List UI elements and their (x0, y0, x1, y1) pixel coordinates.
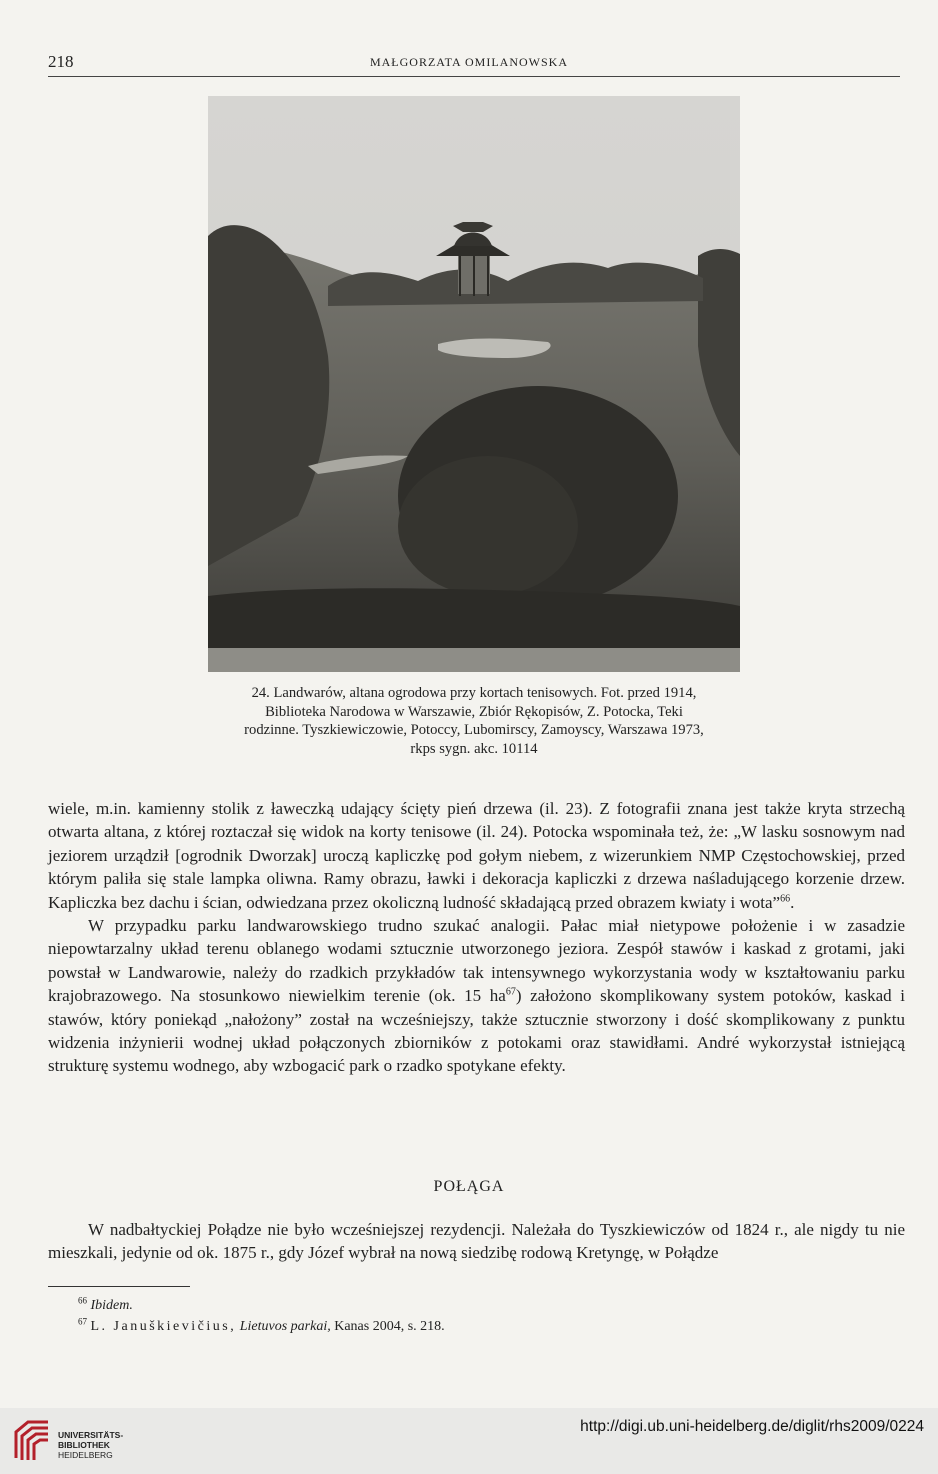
library-name (58, 1430, 123, 1460)
caption-line: 24. Landwarów, altana ogrodowa przy kortach tenisowych. Fot. przed 1914, (251, 685, 697, 701)
paragraph-text: wiele, m.in. kamienny stolik z ławeczką udający ścięty pień drzewa (il. 23). Z fotografii znana jest także kryta strzechą otwarta altana, z której roztaczał się widok na korty tenisowe (il. 24). Potocka wspominała też, że: „W lasku sosnowym nad jeziorem urządził [ogrodnik Dworzak] uroczą kapliczkę pod gołym niebem, z wizerunkiem NMP Częstochowskiej, przed którym paliła się stale lampka oliwna. Ramy obrazu, ławki i dekoracja kapliczki z drzewa naśladującego korzenie drzew. Kapliczka bez dachu i ścian, odwiedzana przez okoliczną ludność składającą przed obrazem kwiaty i wota” (48, 799, 905, 912)
body-text-block (48, 1218, 905, 1265)
body-text-block (48, 797, 905, 1078)
paragraph (48, 797, 905, 914)
footnote-title: Lietuvos parkai, (239, 1319, 331, 1334)
header-rule (48, 76, 900, 77)
paragraph (48, 914, 905, 1078)
paragraph-end: . (790, 892, 795, 912)
library-name-line: BIBLIOTHEK (58, 1440, 110, 1450)
footnote-number: 67 (78, 1316, 87, 1327)
page-number: 218 (48, 52, 74, 71)
paragraph: W nadbałtyckiej Połądze nie było wcześniejszej rezydencji. Należała do Tyszkiewiczów od 1824 r., ale nigdy tu nie mieszkali, jedynie od ok. 1875 r., gdy Józef wybrał na nową siedzibę rodową Kretyngę, w Połądze (48, 1220, 905, 1263)
footnote-rule (48, 1286, 190, 1287)
figure-caption (200, 684, 748, 758)
footnote (78, 1295, 133, 1314)
library-footer (0, 1408, 938, 1474)
footnote-text: Ibidem. (90, 1298, 133, 1313)
paragraph-text: ) założono skomplikowany system potoków, kaskad i stawów, który poniekąd „nałożony” został na wcześniejszy, także sztucznie stworzony i dość skomplikowany z punktu widzenia inżynierii wodnej układ połączonych zbiorników z potokami oraz stawidłami. André wykorzystał istniejącą strukturę systemu wodnego, aby wzbogacić park o rzadko spotykane efekty. (48, 986, 905, 1076)
footnote-author: L. Januškievičius, (90, 1319, 237, 1334)
heidelberg-library-logo-icon (10, 1418, 54, 1464)
source-url-link[interactable]: http://digi.ub.uni-heidelberg.de/diglit/rhs2009/0224 (580, 1418, 924, 1435)
footnote-text: Kanas 2004, s. 218. (334, 1319, 445, 1334)
library-name-line: UNIVERSITÄTS- (58, 1430, 124, 1440)
footnote-ref[interactable]: 66 (780, 892, 791, 904)
figure-photograph-garden-pavilion (208, 96, 740, 672)
running-title: MAŁGORZATA OMILANOWSKA (369, 55, 569, 69)
paragraph-text: W przypadku parku landwarowskiego trudno szukać analogii. Pałac miał nietypowe położenie i w zasadzie niepowtarzalny układ terenu oblanego wodami sztucznie utworzonego jeziora. Zespół stawów i kaskad z grotami, jaki powstał w Landwarowie, należy do rzadkich przykładów tak intensywnego wykorzystania wody w kształtowaniu parku krajobrazowego. Na stosunkowo niewielkim terenie (ok. 15 ha (48, 916, 905, 1006)
footnote (78, 1316, 445, 1335)
caption-line: rkps sygn. akc. 10114 (410, 740, 538, 757)
section-heading: POŁĄGA (433, 1178, 505, 1195)
footnote-number: 66 (78, 1295, 87, 1306)
caption-line: Biblioteka Narodowa w Warszawie, Zbiór Rękopisów, Z. Potocka, Teki (265, 703, 683, 720)
caption-line: rodzinne. Tyszkiewiczowie, Potoccy, Lubomirscy, Zamoyscy, Warszawa 1973, (244, 722, 704, 738)
library-name-line: HEIDELBERG (58, 1450, 113, 1460)
footnote-ref[interactable]: 67 (505, 986, 516, 998)
